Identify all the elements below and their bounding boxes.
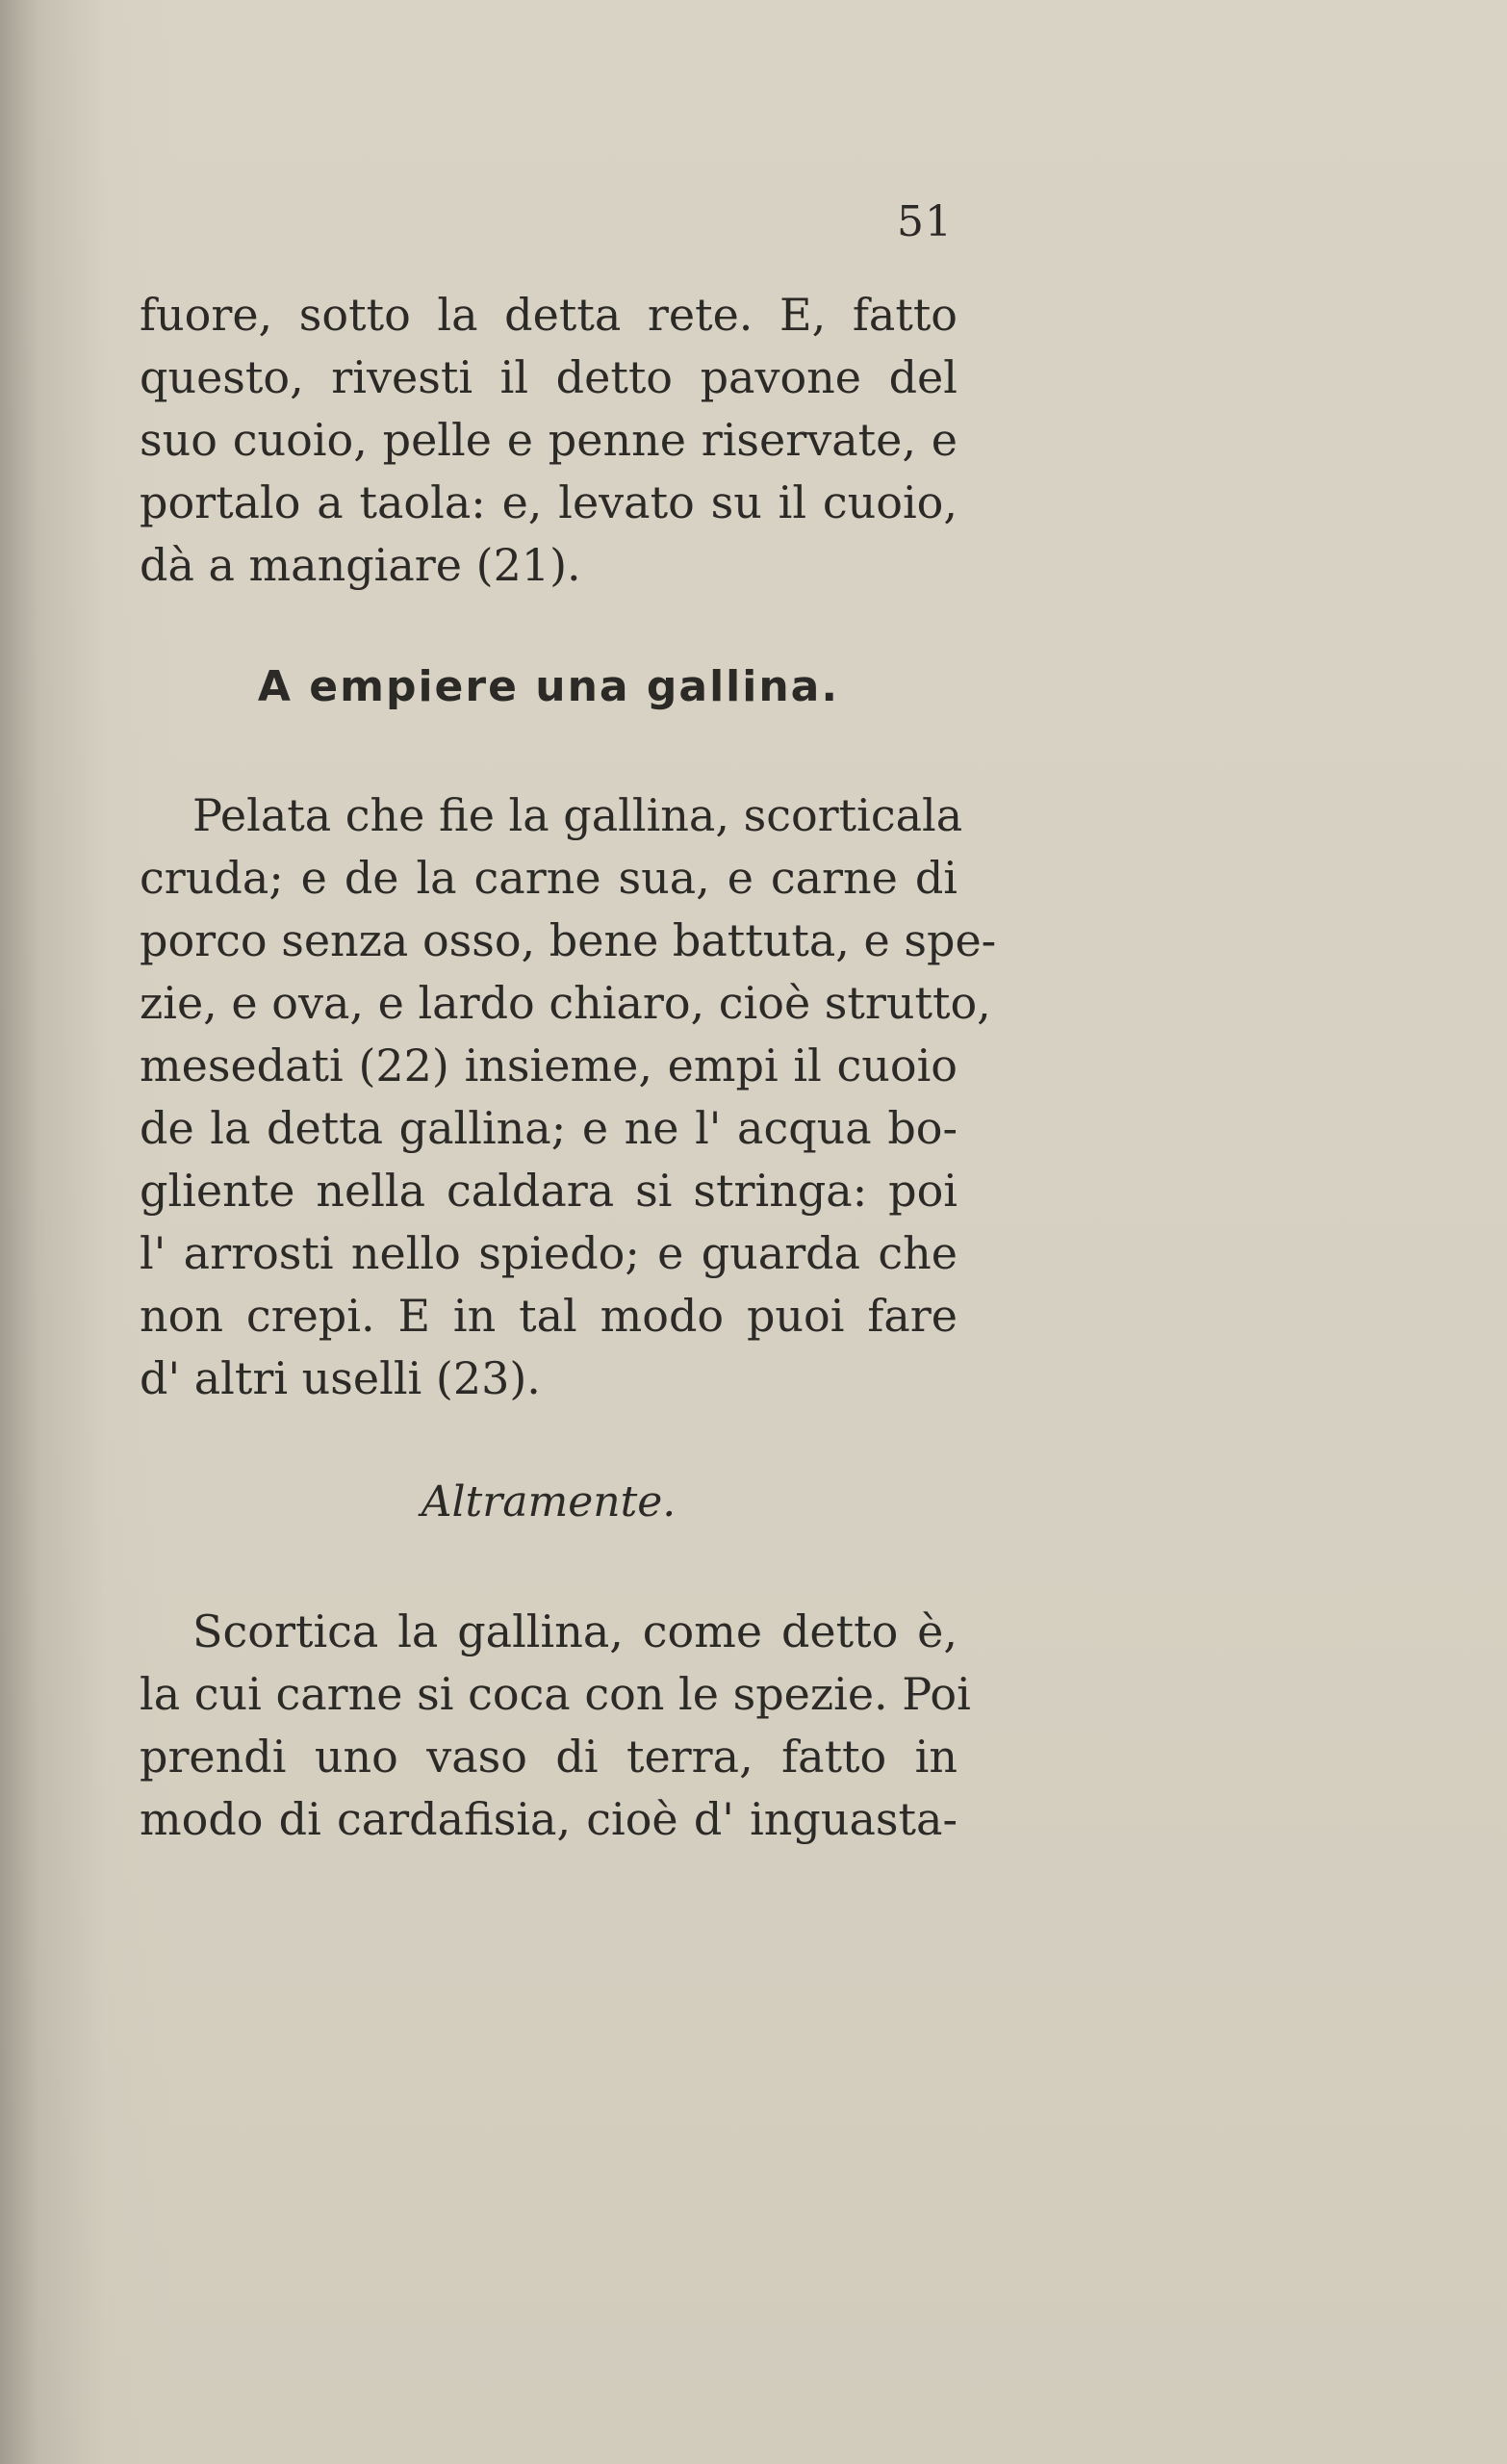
text-line: suo cuoio, pelle e penne riservate, e	[140, 414, 958, 466]
text-line: questo, rivesti il detto pavone del	[140, 351, 958, 403]
text-line: prendi uno vaso di terra, fatto in	[140, 1731, 958, 1783]
paragraph-3	[140, 1601, 971, 1851]
text-line: fuore, sotto la detta rete. E, fatto	[140, 289, 958, 341]
text-line: non crepi. E in tal modo puoi fare	[140, 1290, 958, 1342]
text-line: d' altri uselli (23).	[140, 1352, 541, 1404]
paragraph-1	[140, 284, 958, 597]
text-line: porco senza osso, bene battuta, e spe-	[140, 914, 997, 966]
text-line: dà a mangiare (21).	[140, 539, 581, 591]
text-line: la cui carne si coca con le spezie. Poi	[140, 1668, 971, 1720]
text-line: de la detta gallina; e ne l' acqua bo-	[140, 1102, 958, 1154]
subsection-heading: Altramente.	[421, 1477, 677, 1527]
text-line: cruda; e de la carne sua, e carne di	[140, 852, 958, 904]
section-heading: A empiere una gallina.	[257, 662, 840, 711]
paragraph-2	[140, 784, 997, 1410]
text-line: zie, e ova, e lardo chiaro, cioè strutto,	[140, 977, 991, 1029]
text-line: mesedati (22) insieme, empi il cuoio	[140, 1040, 958, 1091]
page-number: 51	[897, 197, 953, 246]
text-line: modo di cardafisia, cioè d' inguasta-	[140, 1793, 958, 1845]
text-line: Pelata che fie la gallina, scorticala	[192, 789, 963, 841]
text-line: gliente nella caldara si stringa: poi	[140, 1165, 958, 1217]
text-line: portalo a taola: e, levato su il cuoio,	[140, 476, 958, 528]
text-line: Scortica la gallina, come detto è,	[192, 1605, 958, 1657]
text-line: l' arrosti nello spiedo; e guarda che	[140, 1227, 958, 1279]
